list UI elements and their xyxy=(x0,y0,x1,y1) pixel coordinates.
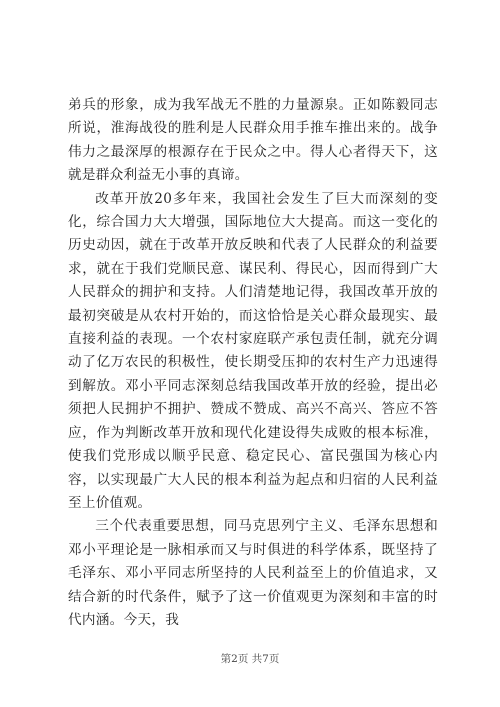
page-footer: 第2页 共7页 xyxy=(220,653,280,665)
paragraph-1: 弟兵的形象，成为我军战无不胜的力量源泉。正如陈毅同志所说，淮海战役的胜利是人民群众用手推车推出来的。战争伟力之最深厚的根源存在于民众之中。得人心者得天下，这就是群众利益无小事的真谛。 xyxy=(68,97,438,184)
paragraph-2: 改革开放20多年来，我国社会发生了巨大而深刻的变化，综合国力大大增强，国际地位大大提高。而这一变化的历史动因，就在于改革开放反映和代表了人民群众的利益要求，就在于我们党顺民意、谋民利、得民心，因而得到广大人民群众的拥护和支持。人们清楚地记得，我国改革开放的最初突破是从农村开始的，而这恰恰是关心群众最现实、最直接利益的表现。一个农村家庭联产承包责任制，就充分调动了亿万农民的积极性，使长期受压抑的农村生产力迅速得到解放。邓小平同志深刻总结我国改革开放的经验，提出必须把人民拥护不拥护、赞成不赞成、高兴不高兴、答应不答应，作为判断改革开放和现代化建设得失成败的根本标准，使我们党形成以顺乎民意、稳定民心、富民强国为核心内容，以实现最广大人民的根本利益为起点和归宿的人民利益至上价值观。 xyxy=(68,190,438,511)
paragraph-3: 三个代表重要思想，同马克思列宁主义、毛泽东思想和邓小平理论是一脉相承而又与时俱进的科学体系，既坚持了毛泽东、邓小平同志所坚持的人民利益至上的价值追求，又结合新的时代条件，赋予了这一价值观更为深刻和丰富的时代内涵。今天，我 xyxy=(68,518,438,628)
document-body xyxy=(68,94,438,632)
